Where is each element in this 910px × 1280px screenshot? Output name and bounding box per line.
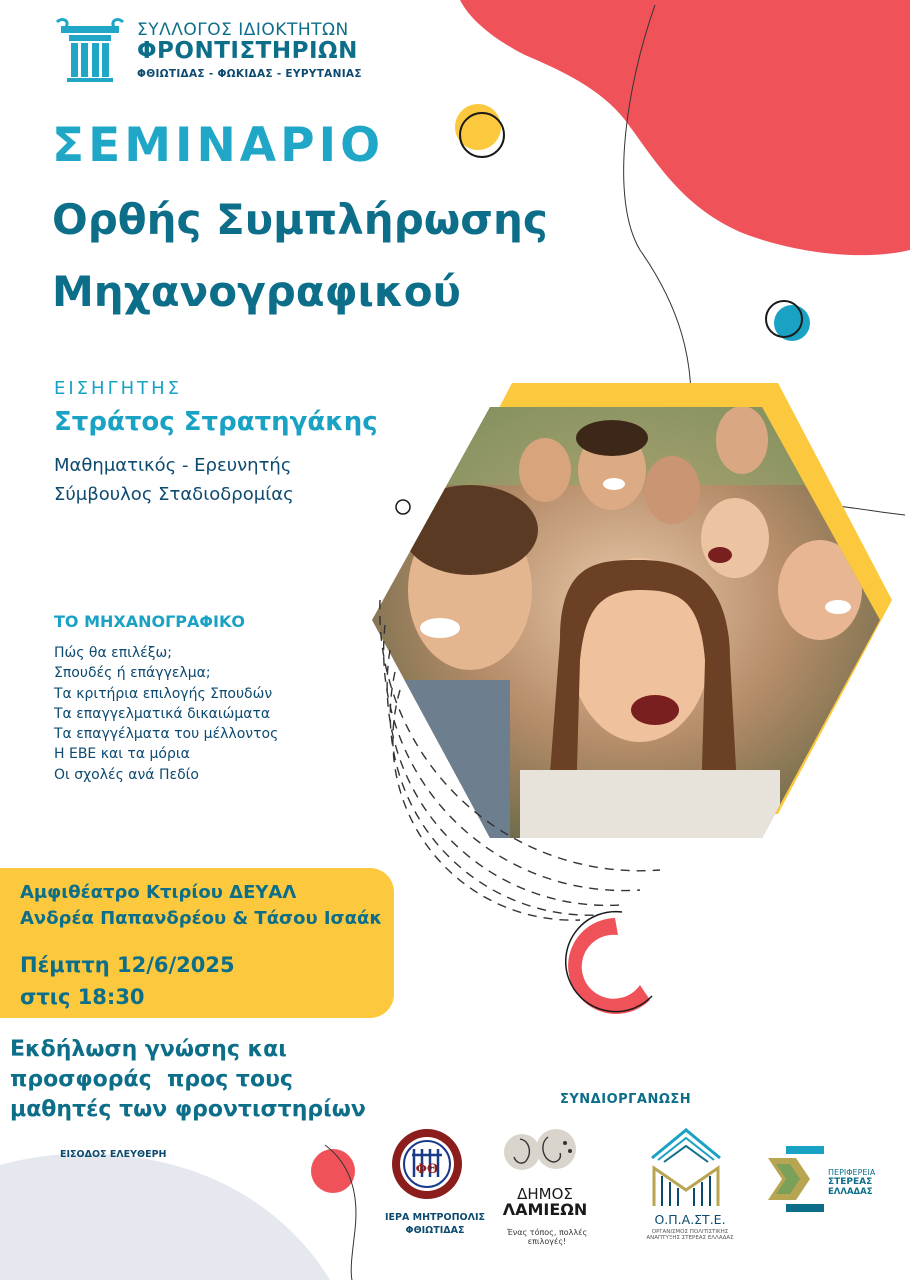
metropolis-seal-logo xyxy=(390,1127,464,1201)
topics-list xyxy=(54,643,278,785)
region-sigma-logo xyxy=(766,1144,826,1214)
association-regions: ΦΘΙΩΤΙΔΑΣ - ΦΩΚΙΔΑΣ - ΕΥΡΥΤΑΝΙΑΣ xyxy=(137,68,362,80)
opaste-name: Ο.Π.Α.ΣΤ.Ε. xyxy=(654,1212,726,1227)
region-name-line1: ΠΕΡΙΦΕΡΕΙΑ xyxy=(828,1168,876,1177)
venue-place: Αμφιθέατρο Κτιρίου ΔΕΥΑΛ xyxy=(20,882,297,903)
event-description-line3: μαθητές των φροντιστηρίων xyxy=(10,1097,366,1122)
lamia-name-line1: ΔΗΜΟΣ xyxy=(517,1185,573,1203)
event-description-line1: Εκδήλωση γνώσης και xyxy=(10,1037,287,1062)
association-name-line2: ΦΡΟΝΤΙΣΤΗΡΙΩΝ xyxy=(137,38,358,64)
list-item: Η ΕΒΕ και τα μόρια xyxy=(54,746,190,763)
coral-c-shape xyxy=(568,918,650,1014)
list-item: Σπουδές ή επάγγελμα; xyxy=(54,665,211,682)
list-item: Τα κριτήρια επιλογής Σπουδών xyxy=(54,685,273,702)
opaste-subtitle: ΟΡΓΑΝΙΣΜΟΣ ΠΟΛΙΤΙΣΤΙΚΗΣ ΑΝΑΠΤΥΞΗΣ ΣΤΕΡΕΑΣ ΕΛΛΑΔΑΣ xyxy=(646,1229,734,1241)
association-name-line1: ΣΥΛΛΟΓΟΣ ΙΔΙΟΚΤΗΤΩΝ xyxy=(137,20,349,40)
topics-heading: ΤΟ ΜΗΧΑΝΟΓΡΑΦΙΚΟ xyxy=(54,612,245,631)
venue-address: Ανδρέα Παπανδρέου & Τάσου Ισαάκ xyxy=(20,908,383,929)
svg-text:ΦΘ: ΦΘ xyxy=(415,1162,439,1177)
list-item: Τα επαγγελματικά δικαιώματα xyxy=(54,705,271,722)
lamia-faces-logo xyxy=(500,1127,580,1177)
metropolis-name-line2: ΦΘΙΩΤΙΔΑΣ xyxy=(405,1225,465,1236)
event-time: στις 18:30 xyxy=(20,985,145,1009)
small-ring xyxy=(396,500,410,514)
seminar-title-line2: Μηχανογραφικού xyxy=(52,267,461,316)
opaste-logo xyxy=(648,1128,724,1208)
region-name-line3: ΕΛΛΑΔΑΣ xyxy=(828,1187,873,1197)
lamia-name-line2: ΛΑΜΙΕΩΝ xyxy=(502,1200,588,1219)
speaker-role-2: Σύμβουλος Σταδιοδρομίας xyxy=(54,484,294,505)
event-date: Πέμπτη 12/6/2025 xyxy=(20,953,235,977)
event-description-line2: προσφοράς προς τους xyxy=(10,1067,293,1092)
region-name-line2: ΣΤΕΡΕΑΣ xyxy=(828,1177,873,1187)
lamia-slogan: Ένας τόπος, πολλές επιλογές! xyxy=(506,1228,588,1246)
list-item: Πώς θα επιλέξω; xyxy=(54,645,172,661)
speaker-heading: ΕΙΣΗΓΗΤΗΣ xyxy=(54,378,183,399)
speaker-role-1: Μαθηματικός - Ερευνητής xyxy=(54,455,292,476)
metropolis-name-line1: ΙΕΡΑ ΜΗΤΡΟΠΟΛΙΣ xyxy=(385,1212,485,1223)
grey-blob xyxy=(0,1154,330,1280)
list-item: Οι σχολές ανά Πεδίο xyxy=(54,766,199,783)
speaker-name: Στράτος Στρατηγάκης xyxy=(54,407,378,437)
column-logo-icon xyxy=(55,16,125,84)
seminar-title-line1: Ορθής Συμπλήρωσης xyxy=(52,195,548,244)
coorganizers-heading: ΣΥΝΔΙΟΡΓΑΝΩΣΗ xyxy=(560,1092,692,1107)
free-entry-note: ΕΙΣΟΔΟΣ ΕΛΕΥΘΕΡΗ xyxy=(60,1149,167,1160)
seminar-label: ΣΕΜΙΝΑΡΙΟ xyxy=(52,118,385,173)
list-item: Τα επαγγέλματα του μέλλοντος xyxy=(54,726,279,743)
coral-dot xyxy=(311,1149,355,1193)
